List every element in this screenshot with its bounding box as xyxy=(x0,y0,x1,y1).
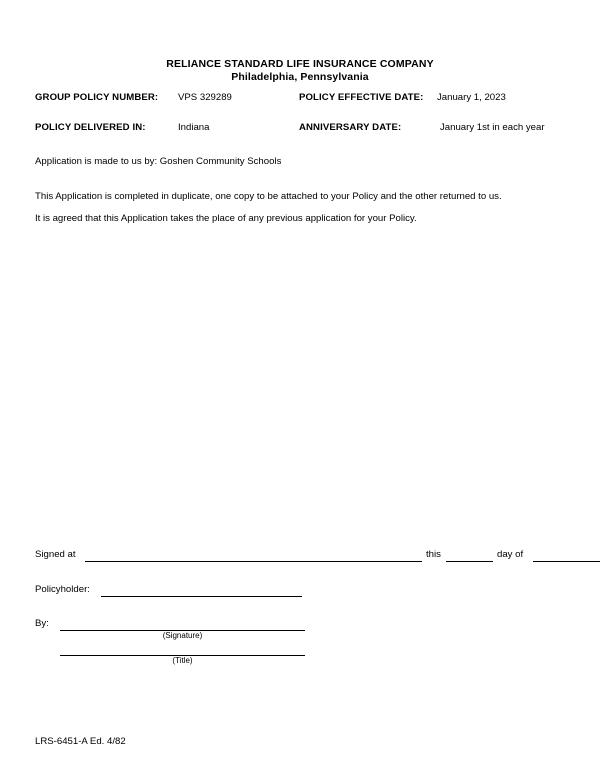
application-made-by-text: Application is made to us by: Goshen Community Schools xyxy=(35,156,282,167)
anniversary-date-label: ANNIVERSARY DATE: xyxy=(299,122,402,133)
duplicate-notice-text: This Application is completed in duplicate, one copy to be attached to your Policy and the other returned to us. xyxy=(35,191,502,202)
signed-at-input-line[interactable] xyxy=(85,561,422,562)
company-name: RELIANCE STANDARD LIFE INSURANCE COMPANY xyxy=(166,58,434,70)
anniversary-date-value: January 1st in each year xyxy=(440,122,545,133)
day-of-label: day of xyxy=(497,549,524,560)
field-row-policy-number xyxy=(35,91,575,105)
signed-at-row xyxy=(35,548,575,564)
signature-caption: (Signature) xyxy=(162,631,203,640)
title-row xyxy=(35,647,575,673)
group-policy-number-label: GROUP POLICY NUMBER: xyxy=(35,92,159,103)
policy-delivered-in-label: POLICY DELIVERED IN: xyxy=(35,122,146,133)
field-row-delivered-in xyxy=(35,121,575,135)
company-location: Philadelphia, Pennsylvania xyxy=(231,71,369,83)
policyholder-input-line[interactable] xyxy=(101,596,302,597)
agreement-notice-text: It is agreed that this Application takes the place of any previous application for your Policy. xyxy=(35,213,417,224)
by-signature-row xyxy=(35,617,575,643)
policy-effective-date-value: January 1, 2023 xyxy=(437,92,506,103)
policyholder-row xyxy=(35,583,575,599)
title-caption: (Title) xyxy=(172,656,193,665)
policy-delivered-in-value: Indiana xyxy=(178,122,210,133)
this-label: this xyxy=(426,549,441,560)
policy-effective-date-label: POLICY EFFECTIVE DATE: xyxy=(299,92,424,103)
day-number-input-line[interactable] xyxy=(446,561,493,562)
policyholder-label: Policyholder: xyxy=(35,584,90,595)
document-header xyxy=(0,58,600,84)
signed-at-label: Signed at xyxy=(35,549,76,560)
by-label: By: xyxy=(35,618,49,629)
group-policy-number-value: VPS 329289 xyxy=(178,92,232,103)
form-code-footer: LRS-6451-A Ed. 4/82 xyxy=(35,736,126,747)
month-input-line[interactable] xyxy=(533,561,600,562)
